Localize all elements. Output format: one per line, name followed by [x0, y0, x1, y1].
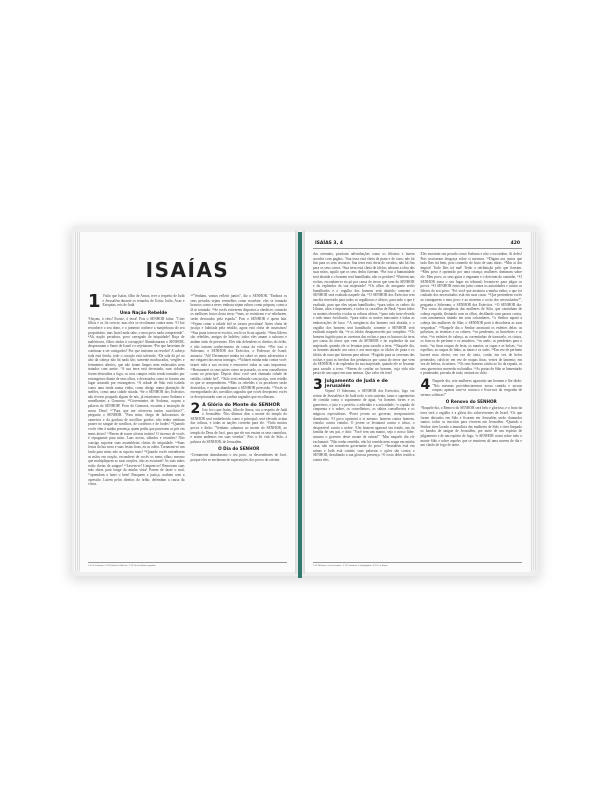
chapter-intro: Visão que Isaías, filho de Amoz, teve a respeito de Judá e Jerusalém durante os reinados de Uzias, Jotão, Acaz e Ezequias, reis de Judá.	[102, 294, 185, 308]
chapter-number: 4	[420, 377, 431, 394]
right-column-1	[313, 252, 415, 463]
section-heading: O Renovo do SENHOR	[445, 399, 497, 405]
left-page	[80, 232, 295, 572]
bookmark-ribbon	[298, 232, 302, 578]
chapter-heading: A Glória do Monte do SENHOR	[202, 402, 281, 408]
left-column-2	[191, 294, 288, 487]
right-page	[305, 232, 530, 572]
left-column-1	[88, 291, 185, 487]
running-header	[313, 240, 522, 249]
chapter-number: 1	[88, 291, 101, 312]
right-column-2	[421, 252, 523, 463]
body-text: dos orientais, praticam adivinhações como os filisteus e fazem acordos com pagãos. ⁷Sua terra está cheia de prata e de ouro; não há fim para os seus tesouros. Sua terra está cheia de cavalos; não há fim para os seus carros. ⁸Sua terra está cheia de ídolos; adoram a obra das suas mãos, aquilo que os seus dedos fizeram. ⁹Por isso a humanidade será abatida e o homem será humilhado; não os perdoes! ¹⁰Entrem nas rochas, escondam-se no pó por causa do terror que vem do SENHOR e do esplendor da sua majestade! ¹¹Os olhos do arrogante serão humilhados e o orgulho dos homens será abatido; somente o SENHOR será exaltado naquele dia. ¹²O SENHOR dos Exércitos tem um dia reservado para todos os orgulhosos e altivos, para tudo o que é exaltado, para que eles sejam humilhados; ¹³para todos os cedros do Líbano, altos e imponentes, e todos os carvalhos de Basã, ¹⁴para todos os montes elevados e todas as colinas altivas, ¹⁵para toda torre elevada e todo muro fortificado, ¹⁶para todos os navios mercantes e todas as embarcações de luxo. ¹⁷A arrogância dos homens será abatida, e o orgulho dos homens será humilhado; somente o SENHOR será exaltado naquele dia, ¹⁸e os ídolos desaparecerão por completo. ¹⁹Os homens fugirão para as cavernas das rochas e para os buracos da terra por causa do terror que vem do SENHOR e do esplendor da sua majestade, quando ele se levantar para sacudir a terra. ²⁰Naquele dia, os homens atirarão aos ratos e aos morcegos os ídolos de prata e os ídolos de ouro que fizeram para adorar. ²¹Fugirão para as cavernas das rochas e para as brechas dos penhascos por causa do terror que vem do SENHOR e do esplendor da sua majestade, quando ele se levantar para sacudir a terra. ²²Parem de confiar no homem, cuja vida não passa de um sopro em suas narinas. Que valor ele tem?	[313, 252, 415, 376]
body-text: ²Naquele dia, o Renovo do SENHOR será belo e glorioso, e o fruto da terra será o orgulho e a glória dos sobreviventes de Israel. ³Os que forem deixados em Sião e ficarem em Jerusalém serão chamados santos: todos os inscritos para viverem em Jerusalém. ⁴Quando o Senhor tiver lavado a imundícia das mulheres de Sião e tiver limpado os bandos de sangue de Jerusalém, por meio de um espírito de julgamento e de um espírito de fogo, ⁵o SENHOR criará sobre todo o monte Sião e sobre aqueles que se reunirem ali uma nuvem de dia e um clarão de fogo de noite.	[420, 406, 522, 448]
header-reference: ISAÍAS 3, 4	[315, 241, 343, 246]
footnotes: 1.8 Ou Gomorra • 2.6 Hebraico: filisteus • 1.29 Ou terebintos sagrados	[88, 562, 287, 567]
chapter-heading: Julgamento de Judá e de Jerusalém	[324, 379, 388, 390]
body-text: Vejam! O Soberano, o SENHOR dos Exércitos, logo vai retirar de Jerusalém e de Judá todo o seu sustento, tanto o suprimento de comida como o suprimento de água, ²os homens fortes e os guerreiros, o juiz e o profeta, o adivinho e a autoridade, ³o capitão de cinquenta e o nobre, os conselheiros, os sábios conselheiros e os mágicos especialistas. ⁴Porei jovens no governo; irresponsáveis dominarão. ⁵O povo oprimirá a si mesmo: homem contra homem, vizinho contra vizinho. O jovem se levantará contra o idoso, o desprezível contra o nobre. ⁶Um homem agarrará seu irmão, um da família de seu pai, e dirá: "Você tem um manto, seja o nosso líder; assuma o governo deste monte de ruínas!" ⁷Mas naquele dia ele exclamará: "Não tenho remédio, não há comida nem roupa em minha casa; não me nomeiem governante do povo". ⁸Jerusalém está em ruínas e Judá está caindo; suas palavras e ações são contra o SENHOR, desafiando a sua gloriosa presença. ⁹O rosto deles testifica contra eles.	[313, 389, 415, 462]
body-text: Naquele dia, sete mulheres agarrarão um homem e lhe dirão: "Nós mesmas providenciaremos nossa comida e nossas roupas; apenas case-se conosco e livra-nos da vergonha de sermos solteiras!"	[420, 379, 522, 397]
chapter-number: 2	[190, 400, 201, 417]
body-text: Isto foi o que Isaías, filho de Amoz, viu a respeito de Judá e Jerusalém: ²Nos últimos dias o monte do templo do SENHOR será estabelecido como o principal; será elevado acima das colinas, e todas as nações correrão para ele. ³Virão muitos povos e dirão: "Venham, subamos ao monte do SENHOR, ao templo do Deus de Jacó, para que ele nos ensine os seus caminhos, e assim andemos em suas veredas". Pois a lei virá de Sião, a palavra do SENHOR, de Jerusalém.	[190, 407, 287, 444]
page-number: 420	[510, 241, 520, 246]
body-text: Eles mostram seu pecado como Sodoma e não o escondem. Ai deles! Pois trouxeram desgraça sobre si mesmos. ¹⁰Digam aos justos que tudo lhes irá bem, pois comerão do fruto de suas obras. ¹¹Mas ai dos ímpios! Tudo lhes irá mal! Terão a retribuição pelo que fizeram. ¹²Meu povo é oprimido por uma criança; mulheres dominam sobre ele. Meu povo, os seus guias o enganam e o desviam do caminho. ¹³O SENHOR toma o seu lugar no tribunal; levanta-se para julgar os povos. ¹⁴O SENHOR entra em juízo contra os autoridades e contra os líderes do seu povo: "Foi você que arruinou a minha vinha; o que foi roubado dos necessitados está em suas casas. ¹⁵Que pretendem vocês ao esmagarem o meu povo e ao moerem o rosto dos necessitados?", pergunta o Soberano, o SENHOR dos Exércitos. ¹⁶O SENHOR diz: "Por causa da arrogância das mulheres de Sião, que caminham de cabeça erguida, flertando com os olhos, desfilando com passos curtos, com ornamentos tinindo em seus calcanhares, ¹⁷o Senhor rapará a cabeça das mulheres de Sião; o SENHOR porá à descoberta as suas vergonhas". ¹⁸Naquele dia o Senhor arrancará os enfeites delas: as pulseiras, as testeiras e os colares, ¹⁹os pendentes, os braceletes e os véus, ²⁰os enfeites de cabeça, as correntinhas de tornozelo, os cintos, os frascos de perfume e os amuletos, ²¹os anéis, os pendentes para o nariz, ²²as finas roupas de festa, os mantos, as capas e as bolsas, ²³os espelhos, as roupas de linho, as tiaras e os xales. ²⁴Em vez de perfume haverá mau cheiro; em vez de cinto, corda; em vez de belos penteados, calvície; em vez de roupas finas, vestes de lamento; em vez de beleza, cicatrizes. ²⁵Os seus homens cairão ao fio da espada, os seus guerreiros morrerão na batalha. ²⁶As portas de Sião se lamentarão e prantearão; privada de tudo, sentará no chão.	[420, 252, 522, 376]
section-heading: Uma Nação Rebelde	[119, 309, 168, 315]
chapter-number: 3	[313, 377, 323, 394]
body-text: ⁶Certamente abandonaste o teu povo, os descendentes de Jacó, porque eles se encheram de superstições dos povos do oriente.	[190, 453, 287, 462]
body-text: ²Ouçam, ó céus! Escute, ó terra! Pois o SENHOR falou: "Criei filhos e os fiz crescer, mas eles se revoltaram contra mim. ³O boi reconhece o seu dono, e o jumento conhece a manjedoura do seu proprietário, mas Israel nada sabe, o meu povo nada compreende". ⁴Ah, nação pecadora, povo carregado de iniquidade! Raça de malfeitores, filhos dados à corrupção! Abandonaram o SENHOR, desprezaram o Santo de Israel e o rejeitaram. ⁵Por que haveriam de continuar a ser castigados? Por que insistem na revolta? A cabeça toda está ferida, todo o coração está sofrendo. ⁶Da sola do pé ao alto da cabeça não há nada são; somente machucados, vergões e ferimentos abertos, que não foram limpos nem enfaixados nem tratados com azeite. ⁷A sua terra está devastada, suas cidades foram destruídas a fogo; os seus campos estão sendo tomados por estrangeiros diante de seus olhos, e devastados como se fossem um lugar arrasado por estrangeiros. ⁸A cidade de Sião está isolada como uma tenda numa vinha, como abrigo numa plantação de melões, como uma cidade sitiada. ⁹Se o SENHOR dos Exércitos não tivesse poupado alguns de nós, já estaríamos como Sodoma e semelhantes a Gomorra. ¹⁰Governantes de Sodoma, ouçam a palavra do SENHOR! Povo de Gomorra, escutem a instrução de nosso Deus! ¹¹"Para que me oferecem tantos sacrifícios?", pergunta o SENHOR. "Para mim, chega de holocaustos de carneiros e da gordura de novilhos gordos; não tenho nenhum prazer no sangue de novilhos, de cordeiros e de bodes! ¹²Quando vocês vêm à minha presença, quem pediu que pusessem os pés em meus átrios? ¹³Parem de trazer ofertas inúteis! O incenso de vocês é repugnante para mim. Luas novas, sábados e reuniões! Não consigo suportar suas assembleias cheias de iniquidade. ¹⁴Suas festas da lua nova e suas festas fixas, eu as odeio. Tornaram-se um fardo para mim; não as suporto mais! ¹⁵Quando vocês estenderem as mãos em oração, esconderei de vocês os meus olhos; mesmo que multipliquem as suas orações, não as escutarei! As suas mãos estão cheias de sangue! ¹⁶Lavem-se! Limpem-se! Removam suas más obras para longe da minha vista! Parem de fazer o mal, ¹⁷aprendam a fazer o bem! Busquem a justiça, acabem com a opressão. Lutem pelos direitos do órfão, defendam a causa da viúva.	[88, 316, 185, 487]
book-title: ISAÍAS	[145, 258, 230, 282]
body-text: ¹⁸"Venham, vamos refletir juntos", diz o SENHOR. "Embora os seus pecados sejam vermelhos como escarlate, eles se tornarão brancos como a neve; embora sejam rubros como púrpura, como a lã se tornarão. ¹⁹Se vocês estiverem dispostos a obedecer, comerão os melhores frutos desta terra; ²⁰mas, se resistirem e se rebelarem, serão devorados pela espada." Pois o SENHOR é quem fala. ²¹Vejam como a cidade fiel se tornou prostituta! Antes cheia de justiça e habitada pela retidão, agora está cheia de assassinos! ²²Sua prata tornou-se escória, seu licor ficou aguado. ²³Seus líderes são rebeldes, amigos de ladrões; todos eles amam o suborno e andam atrás de presentes. Eles não defendem os direitos do órfão, e não tomam conhecimento da causa da viúva. ²⁴Por isso o Soberano, o SENHOR dos Exércitos, o Poderoso de Israel, anuncia: "Ah! Derramarei minha ira sobre os meus adversários e me vingarei dos meus inimigos. ²⁵Voltarei minha mão contra você; tirarei toda a sua escória e removerei todas as suas impurezas. ²⁶Restaurarei os seus juízes como no passado, os seus conselheiros como no princípio. Depois disso você será chamada cidade de retidão, cidade fiel". ²⁷Sião será redimida com justiça, com retidão os que se arrependerem. ²⁸Mas os rebeldes e os pecadores serão destruídos, e os que abandonam o SENHOR perecerão. ²⁹Vocês se envergonharão dos carvalhos sagrados que vocês desejaram; vocês se decepcionarão com os jardins sagrados que escolheram.	[190, 294, 287, 400]
footnotes: 3.10 Hebraico: os seus frutos • 3.13 Conforme a Septuaginta • 4.2 Ou o Ramo	[313, 562, 522, 567]
section-heading: O Dia do SENHOR	[218, 446, 260, 452]
right-page-edges	[530, 232, 536, 570]
